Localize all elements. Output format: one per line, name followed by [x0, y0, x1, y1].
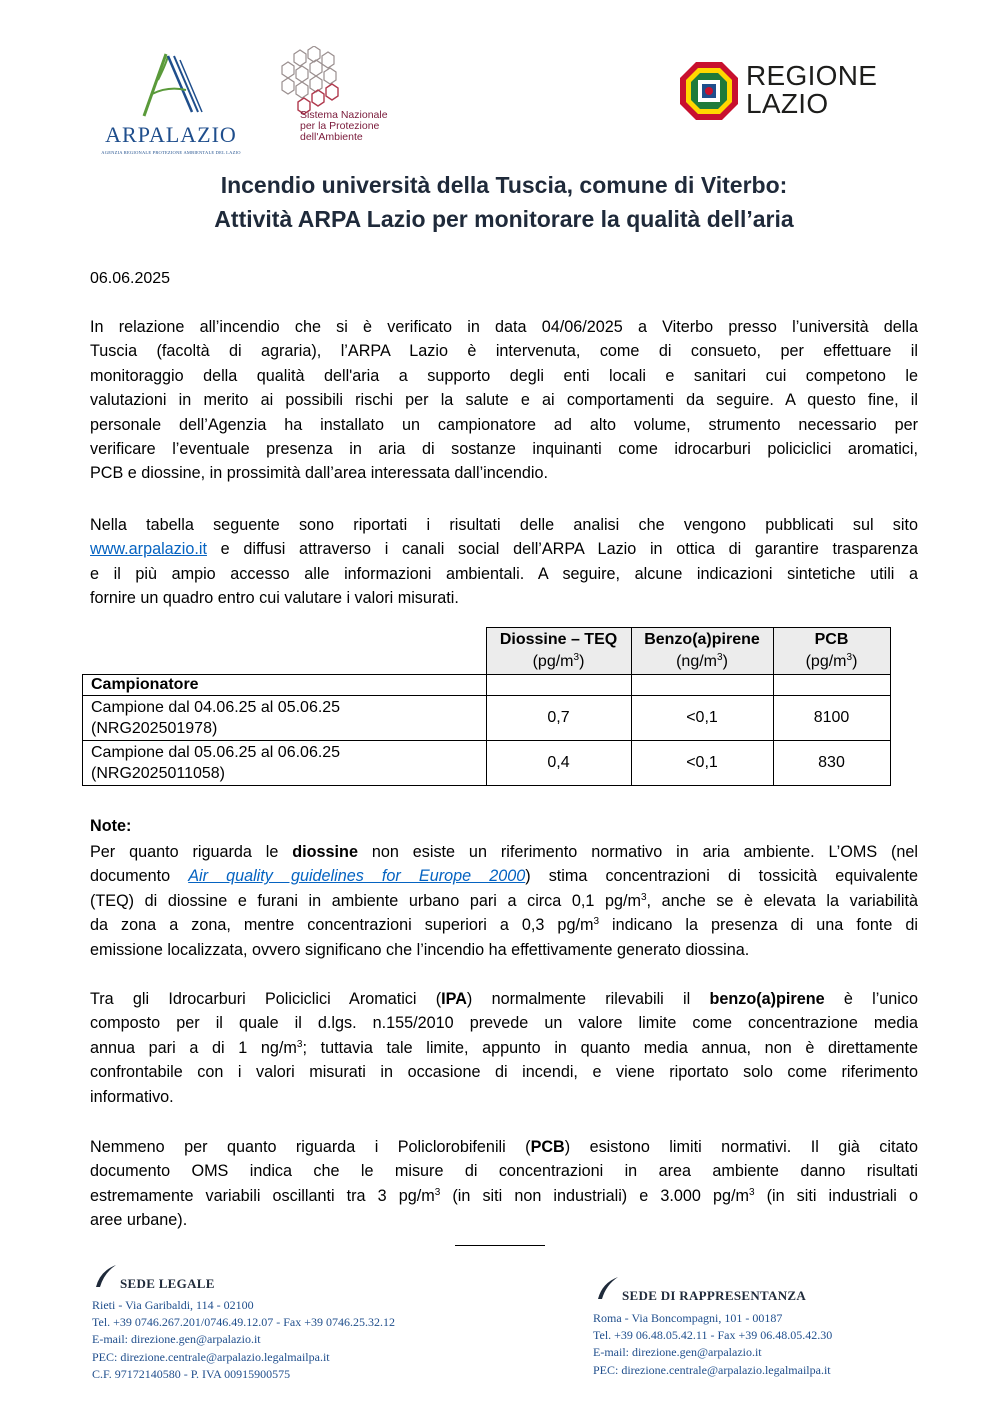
intro-paragraph	[90, 315, 918, 486]
arpa-a-mark-icon	[96, 50, 246, 122]
text-line: aree urbane).	[90, 1211, 188, 1230]
footer-line: PEC: direzione.centrale@arpalazio.legalmailpa.it	[593, 1362, 831, 1377]
text-line: monitoraggio della qualità dell'aria a supporto degli enti locali e sanitari cui competono le	[90, 366, 918, 385]
footer-line: Roma - Via Boncompagni, 101 - 00187	[593, 1311, 783, 1325]
arpalazio-logo-name: ARPALAZIO	[105, 122, 237, 147]
column-unit: $(pg/m^3)$	[532, 651, 585, 670]
text-line: composto per il quale il d.lgs. n.155/2010 prevede un valore limite come concentrazione media	[90, 1014, 918, 1033]
snpa-line: dell'Ambiente	[300, 131, 363, 143]
column-name: Diossine – TEQ	[499, 630, 618, 648]
text-line: PCB e diossine, in prossimità dall’area interessata dall’incendio.	[90, 464, 548, 483]
column-name: Benzo(a)pirene	[644, 630, 760, 648]
group-label: Campionatore	[83, 674, 487, 695]
representative-seat-heading: SEDE DI RAPPRESENTANZA	[622, 1288, 807, 1303]
sample-period: Campione dal 05.06.25 al 06.06.25	[91, 743, 341, 761]
column-header-dioxins	[486, 628, 631, 675]
text-line: emissione localizzata, ovvero significano che l’incendio ha effettivamente generato diossina.	[90, 940, 750, 959]
value-dioxins: 0,4	[486, 740, 631, 785]
title-line: Attività ARPA Lazio per monitorare la qualità dell’aria	[214, 206, 794, 232]
column-header-pcb	[773, 628, 890, 675]
arpa-swoosh-icon	[594, 1275, 620, 1301]
column-header-benzopyrene	[631, 628, 773, 675]
legal-seat-heading: SEDE LEGALE	[120, 1276, 215, 1291]
pcb-note	[90, 1135, 918, 1233]
text-fragment: e diffusi attraverso i canali social dell’ARPA Lazio in ottica di garantire trasparenza	[206, 540, 918, 559]
footer-line: C.F. 97172140580 - P. IVA 00915900575	[92, 1366, 291, 1381]
table-row	[83, 695, 891, 740]
sample-label	[83, 740, 487, 785]
text-line: Nella tabella seguente sono riportati i risultati delle analisi che vengono pubblicati sul sito	[90, 516, 918, 534]
text-line: Tuscia (facoltà di agraria), l’ARPA Lazio è intervenuta, come di consueto, per effettuare il	[90, 342, 918, 361]
footer-line: PEC: direzione.centrale@arpalazio.legalmailpa.it	[92, 1349, 330, 1364]
table-cell	[486, 674, 631, 695]
sample-period: Campione dal 04.06.25 al 05.06.25	[91, 698, 341, 716]
arpa-swoosh-icon	[92, 1263, 118, 1289]
footer-line: E-mail: direzione.gen@arpalazio.it	[593, 1345, 762, 1360]
text-line: Tra gli Idrocarburi Policiclici Aromatici (IPA) normalmente rilevabili il benzo(a)pirene è l’unico	[90, 990, 918, 1008]
snpa-logo	[272, 46, 437, 156]
snpa-line: Sistema Nazionale	[300, 109, 388, 121]
text-line: estremamente variabili oscillanti tra 3 $pg/m^3$ (in siti non industriali) e 3.000 $pg/m^3$ (in siti industriali o	[90, 1186, 918, 1205]
sample-code: (NRG2025011058)	[91, 764, 226, 782]
footer-divider	[455, 1245, 545, 1246]
title-line: Incendio università della Tuscia, comune di Viterbo:	[220, 172, 788, 198]
regione-lazio-logo	[678, 60, 898, 122]
table-cell	[631, 674, 773, 695]
regione-line: REGIONE	[746, 60, 878, 91]
results-table	[82, 627, 891, 786]
text-line: informativo.	[90, 1087, 174, 1106]
footer-line: E-mail: direzione.gen@arpalazio.it	[92, 1332, 261, 1347]
text-line: verificare l’eventuale presenza in aria di sostanze inquinanti come idrocarburi policiclici aromatici,	[90, 440, 918, 459]
representative-seat-details	[593, 1310, 832, 1379]
notes-heading: Note:	[90, 817, 132, 835]
text-line: confrontabile con i valori misurati in occasione di incendi, e viene riportato solo come riferimento	[90, 1063, 918, 1082]
table-row	[83, 740, 891, 785]
text-line: documento Air quality guidelines for Europe 2000) stima concentrazioni di tossicità equivalente	[90, 867, 918, 886]
sample-label	[83, 695, 487, 740]
air-quality-guidelines-link[interactable]: Air quality guidelines for Europe 2000	[188, 867, 526, 886]
legal-seat-details	[92, 1297, 395, 1383]
text-line: Nemmeno per quanto riguarda i Policlorobifenili (PCB) esistono limiti normativi. Il già citato	[90, 1138, 918, 1156]
text-line: valutazioni in merito ai possibili rischi per la salute e ai comportamenti da seguire. A questo fine, il	[90, 391, 918, 410]
table-header-row	[83, 628, 891, 675]
column-unit: $(ng/m^3)$	[676, 651, 728, 670]
text-line: fornire un quadro entro cui valutare i valori misurati.	[90, 589, 459, 608]
table-empty-corner	[83, 628, 487, 675]
value-pcb: 830	[773, 740, 890, 785]
text-line: In relazione all’incendio che si è verificato in data 04/06/2025 a Viterbo presso l’università della	[90, 318, 918, 336]
footer-line: Tel. +39 06.48.05.42.11 - Fax +39 06.48.05.42.30	[593, 1328, 833, 1343]
text-line: da zona a zona, mentre concentrazioni superiori a 0,3 $pg/m^3$ indicano la presenza di una fonte di	[90, 916, 918, 935]
text-line: (TEQ) di diossine e furani in ambiente urbano pari a circa 0,1 $pg/m^3$, anche se è elevata la variabilità	[90, 891, 918, 910]
value-pcb: 8100	[773, 695, 890, 740]
arpalazio-logo	[96, 50, 246, 162]
text-line: personale dell’Agenzia ha installato un campionatore ad alto volume, strumento necessario per	[90, 415, 918, 434]
arpalazio-website-link[interactable]: www.arpalazio.it	[90, 540, 207, 559]
column-unit: $(pg/m^3)$	[805, 651, 858, 670]
value-benzopyrene: <0,1	[631, 695, 773, 740]
sample-code: (NRG202501978)	[91, 719, 218, 737]
document-date: 06.06.2025	[90, 270, 171, 287]
snpa-hexagon-network-icon	[272, 46, 437, 116]
snpa-line: per la Protezione	[300, 120, 380, 132]
regione-lazio-crest-icon	[678, 60, 740, 122]
text-line	[90, 537, 918, 561]
page-title	[90, 168, 918, 236]
column-name: PCB	[814, 630, 849, 648]
footer-line: Rieti - Via Garibaldi, 114 - 02100	[92, 1298, 254, 1312]
text-line: e il più ampio accesso alle informazioni ambientali. A seguire, alcune indicazioni sintetiche utili a	[90, 564, 918, 583]
value-dioxins: 0,7	[486, 695, 631, 740]
snpa-logo-text	[300, 110, 440, 143]
footer-line: Tel. +39 0746.267.201/0746.49.12.07 - Fax +39 0746.25.32.12	[92, 1315, 396, 1330]
table-group-row	[83, 674, 891, 695]
value-benzopyrene: <0,1	[631, 740, 773, 785]
ipa-note	[90, 987, 918, 1109]
text-line: Per quanto riguarda le diossine non esiste un riferimento normativo in aria ambiente. L’OMS (nel	[90, 843, 918, 861]
regione-line: LAZIO	[746, 88, 829, 119]
arpalazio-logo-subtitle: AGENZIA REGIONALE PROTEZIONE AMBIENTALE DEL LAZIO	[101, 150, 241, 155]
table-intro-paragraph	[90, 513, 918, 611]
dioxin-note	[90, 840, 918, 962]
regione-lazio-logo-text	[746, 62, 877, 118]
text-line: documento OMS indica che le misure di concentrazioni in area ambiente danno risultati	[90, 1162, 918, 1181]
text-line: annua pari a di 1 $ng/m^3$; tuttavia tale limite, appunto in quanto media annua, non è direttamente	[90, 1038, 918, 1057]
table-cell	[773, 674, 890, 695]
